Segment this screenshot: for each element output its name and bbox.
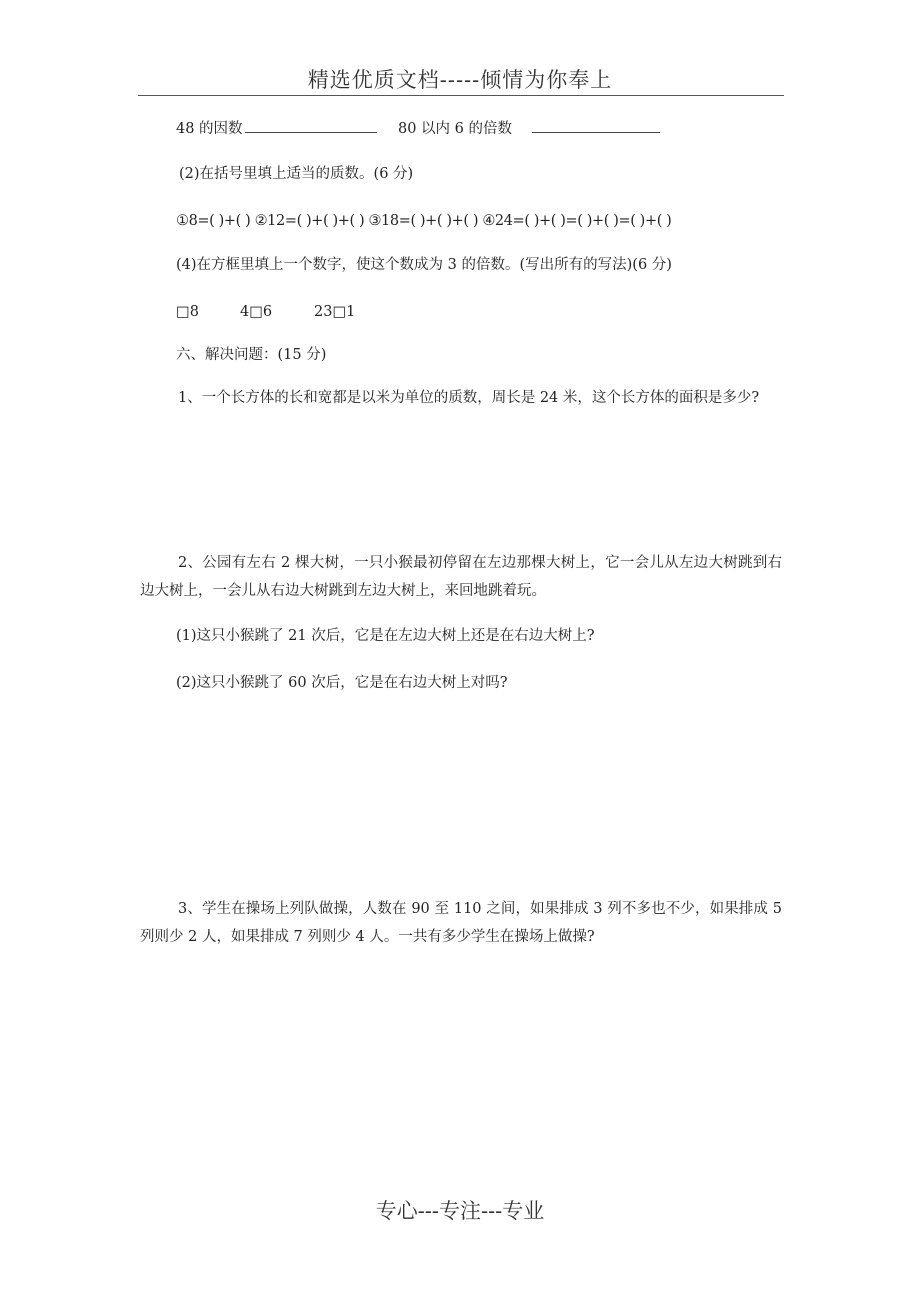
problem-2-sub-1: (1)这只小猴跳了 21 次后，它是在左边大树上还是在右边大树上? (176, 628, 595, 644)
page-header-title: 精选优质文档-----倾情为你奉上 (307, 68, 613, 92)
multiples-80-blank (532, 118, 660, 133)
problem-2: 2、公园有左右 2 棵大树，一只小猴最初停留在左边那棵大树上，它一会儿从左边大树跳到右边大树上，一会儿从右边大树跳到左边大树上，来回地跳着玩。 (140, 555, 782, 599)
section6-title: 六、解决问题：(15 分) (176, 347, 327, 363)
problem-3: 3、学生在操场上列队做操，人数在 90 至 110 之间，如果排成 3 列不多也不少，如果排成 5 列则少 2 人，如果排成 7 列则少 4 人。一共有多少学生在操场上做操? (140, 901, 782, 945)
multiples-80-label: 80 以内 6 的倍数 (398, 121, 513, 137)
problem-2-sub-2: (2)这只小猴跳了 60 次后，它是在右边大树上对吗? (176, 675, 508, 691)
multiples-80-line (398, 118, 660, 140)
factors-48-label: 48 的因数 (176, 121, 243, 137)
problem-1: 1、一个长方体的长和宽都是以米为单位的质数，周长是 24 米，这个长方体的面积是多少? (178, 390, 760, 406)
q4-item-c: 23□1 (314, 304, 356, 320)
q4-title: (4)在方框里填上一个数字，使这个数成为 3 的倍数。(写出所有的写法)(6 分) (176, 257, 672, 273)
q4-item-a: □8 (176, 304, 199, 320)
factors-48-line (176, 118, 377, 140)
page-footer: 专心---专注---专业 (375, 1199, 545, 1223)
factors-48-blank (245, 118, 377, 133)
header-divider (138, 95, 784, 96)
q2-equations: ①8=( )+( ) ②12=( )+( )+( ) ③18=( )+( )+( ) ④24=( )+( )=( )+( )=( )+( ) (176, 213, 672, 229)
q2-title: (2)在括号里填上适当的质数。(6 分) (179, 166, 414, 182)
q4-item-b: 4□6 (240, 304, 273, 320)
